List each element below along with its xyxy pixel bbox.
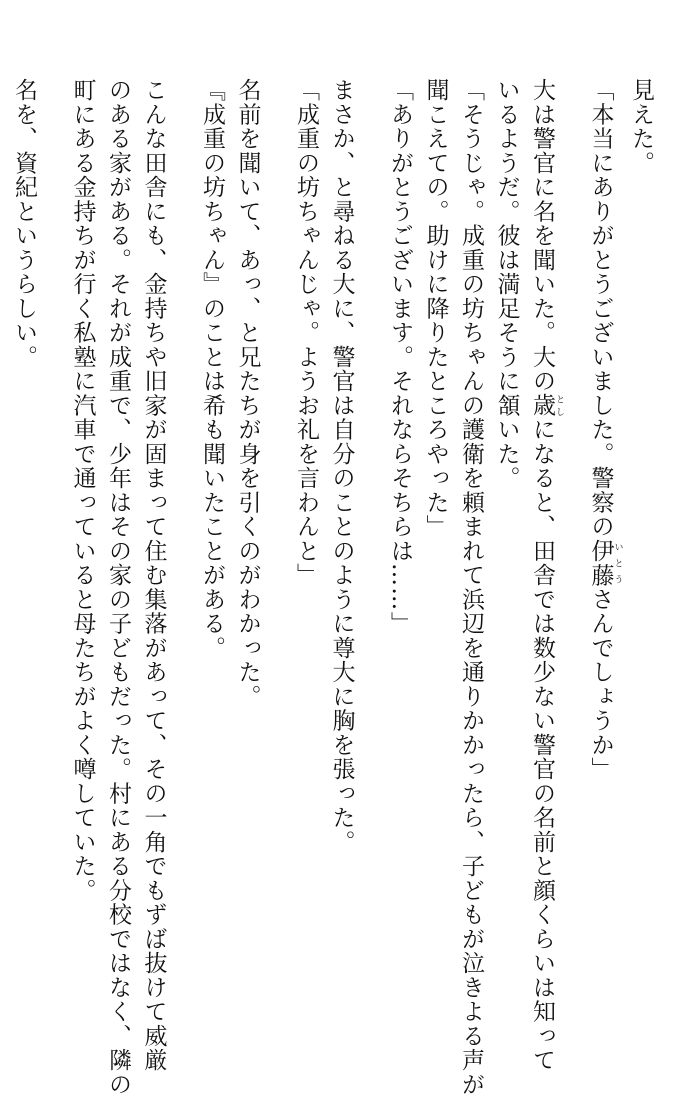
ruby-toshi-base: 歳 bbox=[529, 393, 555, 418]
text-line-14: 町にある金持ちが行く私塾に汽車で通っていると母たちがよく噂していた。 bbox=[69, 78, 96, 903]
text-line-16 bbox=[0, 78, 6, 978]
text-line-9: 「成重の坊ちゃんじゃ。ようお礼を言わんと」 bbox=[293, 78, 319, 588]
text-line-2 bbox=[582, 78, 623, 978]
vertical-text-body bbox=[0, 78, 658, 1097]
text-line-2-content: 「本当にありがとうございました。警察の伊藤 いとうさんでしょうか」 bbox=[587, 78, 623, 782]
text-line-5: 「そうじゃ。成重の坊ちゃんの護衛を頼まれて浜辺を通りかかったら、子どもが泣きよる声が bbox=[458, 78, 484, 1097]
text-line-6: 聞こえての。助けに降りたところやった」 bbox=[422, 78, 449, 539]
text-line-8: まさか、と尋ねる大に、警官は自分のことのように尊大に胸を張った。 bbox=[328, 78, 355, 854]
text-line-7: 「ありがとうございます。それならそちらは……」 bbox=[387, 78, 413, 636]
ruby-ito: 伊藤 いとう bbox=[587, 538, 623, 588]
text-line-12: こんな田舎にも、金持ちや旧家が固まって住む集落があって、その一角でもずば抜けて威厳 bbox=[140, 78, 167, 1073]
text-line-10: 名前を聞いて、あっ、と兄たちが身を引くのがわかった。 bbox=[234, 78, 261, 709]
ruby-toshi bbox=[529, 393, 564, 418]
text-line-1: 見えた。 bbox=[628, 78, 654, 175]
ruby-ito-reading: いとう bbox=[612, 538, 623, 588]
ruby-toshi-reading: とし bbox=[554, 393, 564, 418]
text-line-3-before: 大は警官に名を聞いた。大の bbox=[529, 78, 555, 394]
text-line-3 bbox=[524, 78, 583, 1073]
text-line-4: いるようだ。彼は満足そうに頷いた。 bbox=[493, 78, 520, 491]
text-line-13: のある家がある。それが成重で、少年はその家の子どもだった。村にある分校ではなく、隣の bbox=[105, 78, 131, 1097]
text-line-11: 『成重の坊ちゃん』のことは希も聞いたことがある。 bbox=[199, 78, 225, 660]
text-line-15: 名を、資紀というらしい。 bbox=[11, 78, 37, 369]
text-line-3-after: になると、田舎では数少ない警官の名前と顔くらいは知って bbox=[529, 417, 555, 1073]
